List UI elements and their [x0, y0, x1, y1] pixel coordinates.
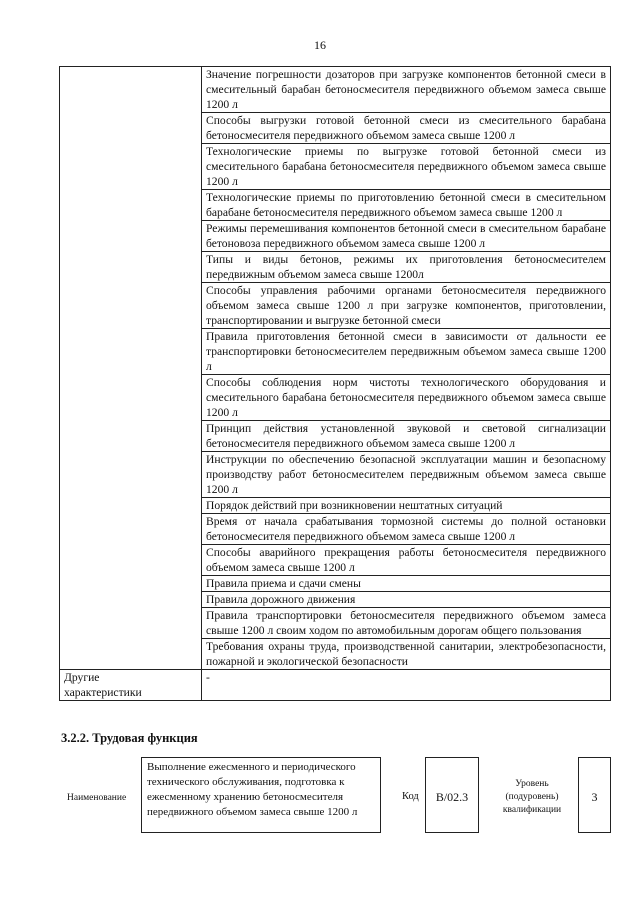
page-number: 16 [314, 38, 326, 52]
other-label-line1: Другие [64, 671, 100, 684]
section-title: 3.2.2. Трудовая функция [61, 731, 198, 745]
knowledge-item: Способы аварийного прекращения работы бетоносмесителя передвижного объемом замеса свыше 1200 л [202, 545, 611, 576]
other-label-line2: характеристики [64, 686, 142, 699]
knowledge-item: Правила приготовления бетонной смеси в зависимости от дальности ее транспортировки бетоносмесителем передвижным объемом замеса свыше 1200 л [202, 329, 611, 375]
knowledge-item: Типы и виды бетонов, режимы их приготовления бетоносмесителем передвижным объемом замеса свыше 1200л [202, 252, 611, 283]
knowledge-item: Инструкции по обеспечению безопасной эксплуатации машин и безопасному производству работ бетоносмесителем передвижным объемом замеса свыше 1200 л [202, 452, 611, 498]
knowledge-item: Правила приема и сдачи смены [202, 576, 611, 592]
qualification-level-value: 3 [578, 757, 611, 833]
qualification-level-label: Уровень (подуровень) квалификации [502, 779, 562, 815]
knowledge-item: Значение погрешности дозаторов при загрузке компонентов бетонной смеси в смесительный барабан бетоносмесителя передвижного объемом замеса свыше 1200 л [202, 67, 611, 113]
knowledge-row [60, 67, 611, 113]
knowledge-item: Технологические приемы по выгрузке готовой бетонной смеси из смесительного барабана бетоносмесителя передвижного объемом замеса свыше 1200 л [202, 144, 611, 190]
knowledge-item: Порядок действий при возникновении нештатных ситуаций [202, 498, 611, 514]
other-characteristics-value: - [202, 670, 611, 701]
knowledge-item: Требования охраны труда, производственной санитарии, электробезопасности, пожарной и экологической безопасности [202, 639, 611, 670]
knowledge-table [59, 66, 611, 701]
knowledge-item: Правила дорожного движения [202, 592, 611, 608]
code-value: B/02.3 [425, 757, 479, 833]
knowledge-item: Правила транспортировки бетоносмесителя передвижного объемом замеса свыше 1200 л своим ходом по автомобильным дорогам общего пользования [202, 608, 611, 639]
knowledge-item: Способы выгрузки готовой бетонной смеси из смесительного барабана бетоносмесителя передвижного объемом замеса свыше 1200 л [202, 113, 611, 144]
knowledge-item: Технологические приемы по приготовлению бетонной смеси в смесительном барабане бетоносмесителя передвижного объемом замеса свыше 1200 л [202, 190, 611, 221]
knowledge-item: Принцип действия установленной звуковой и световой сигнализации бетоносмесителя передвижного объемом замеса свыше 1200 л [202, 421, 611, 452]
name-label: Наименование [67, 793, 127, 803]
knowledge-item: Способы соблюдения норм чистоты технологического оборудования и смесительного барабана бетоносмесителя передвижного объемом замеса свыше 1200 л [202, 375, 611, 421]
labor-function-name: Выполнение ежесменного и периодического технического обслуживания, подготовка к ежесменному хранению бетоносмесителя передвижного объемом замеса свыше 1200 л [141, 757, 381, 833]
knowledge-item: Режимы перемешивания компонентов бетонной смеси в смесительном барабане бетоновоза передвижного объемом замеса свыше 1200 л [202, 221, 611, 252]
code-label: Код [402, 791, 419, 802]
other-characteristics-label [60, 670, 202, 701]
knowledge-item: Способы управления рабочими органами бетоносмесителя передвижного объемом замеса свыше 1200 л при загрузке компонентов, приготовлении, транспортировании и выгрузке бетонной смеси [202, 283, 611, 329]
other-characteristics-row [60, 670, 611, 701]
knowledge-label-cell [60, 67, 202, 670]
knowledge-item: Время от начала срабатывания тормозной системы до полной остановки бетоносмесителя передвижного объемом замеса свыше 1200 л [202, 514, 611, 545]
